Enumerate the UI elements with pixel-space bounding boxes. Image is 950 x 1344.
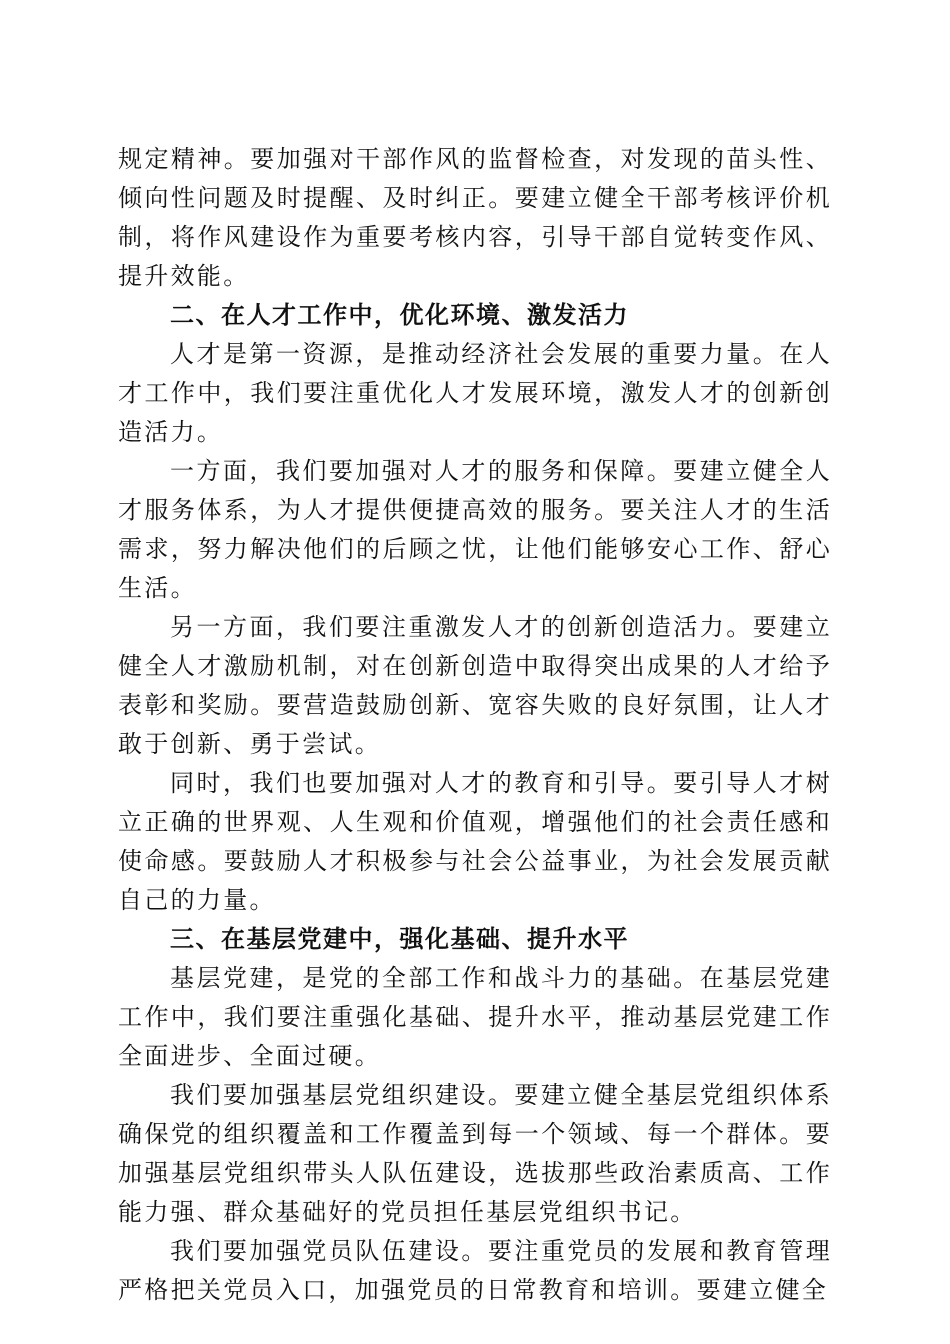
paragraph-continued: 规定精神。要加强对干部作风的监督检查，对发现的苗头性、倾向性问题及时提醒、及时纠正。要建立健全干部考核评价机制，将作风建设作为重要考核内容，引导干部自觉转变作风、提升效能。 [118, 145, 832, 290]
section-heading-2: 二、在人才工作中，优化环境、激发活力 [170, 301, 629, 329]
paragraph-party-members: 我们要加强党员队伍建设。要注重党员的发展和教育管理严格把关党员入口，加强党员的日常教育和培训。要建立健全 [118, 1237, 832, 1304]
paragraph-talent-intro: 人才是第一资源，是推动经济社会发展的重要力量。在人才工作中，我们要注重优化人才发展环境，激发人才的创新创造活力。 [118, 340, 832, 446]
document-body [118, 140, 832, 1310]
paragraph-party-intro: 基层党建，是党的全部工作和战斗力的基础。在基层党建工作中，我们要注重强化基础、提升水平，推动基层党建工作全面进步、全面过硬。 [118, 964, 832, 1070]
paragraph-party-organization: 我们要加强基层党组织建设。要建立健全基层党组织体系确保党的组织覆盖和工作覆盖到每一个领域、每一个群体。要加强基层党组织带头人队伍建设，选拔那些政治素质高、工作能力强、群众基础好的党员担任基层党组织书记。 [118, 1081, 832, 1226]
paragraph-talent-incentive: 另一方面，我们要注重激发人才的创新创造活力。要建立健全人才激励机制，对在创新创造中取得突出成果的人才给予表彰和奖励。要营造鼓励创新、宽容失败的良好氛围，让人才敢于创新、勇于尝试。 [118, 613, 832, 758]
section-heading-3: 三、在基层党建中，强化基础、提升水平 [170, 925, 629, 953]
paragraph-talent-education: 同时，我们也要加强对人才的教育和引导。要引导人才树立正确的世界观、人生观和价值观，增强他们的社会责任感和使命感。要鼓励人才积极参与社会公益事业，为社会发展贡献自己的力量。 [118, 769, 832, 914]
paragraph-talent-service: 一方面，我们要加强对人才的服务和保障。要建立健全人才服务体系，为人才提供便捷高效的服务。要关注人才的生活需求，努力解决他们的后顾之忧，让他们能够安心工作、舒心生活。 [118, 457, 832, 602]
